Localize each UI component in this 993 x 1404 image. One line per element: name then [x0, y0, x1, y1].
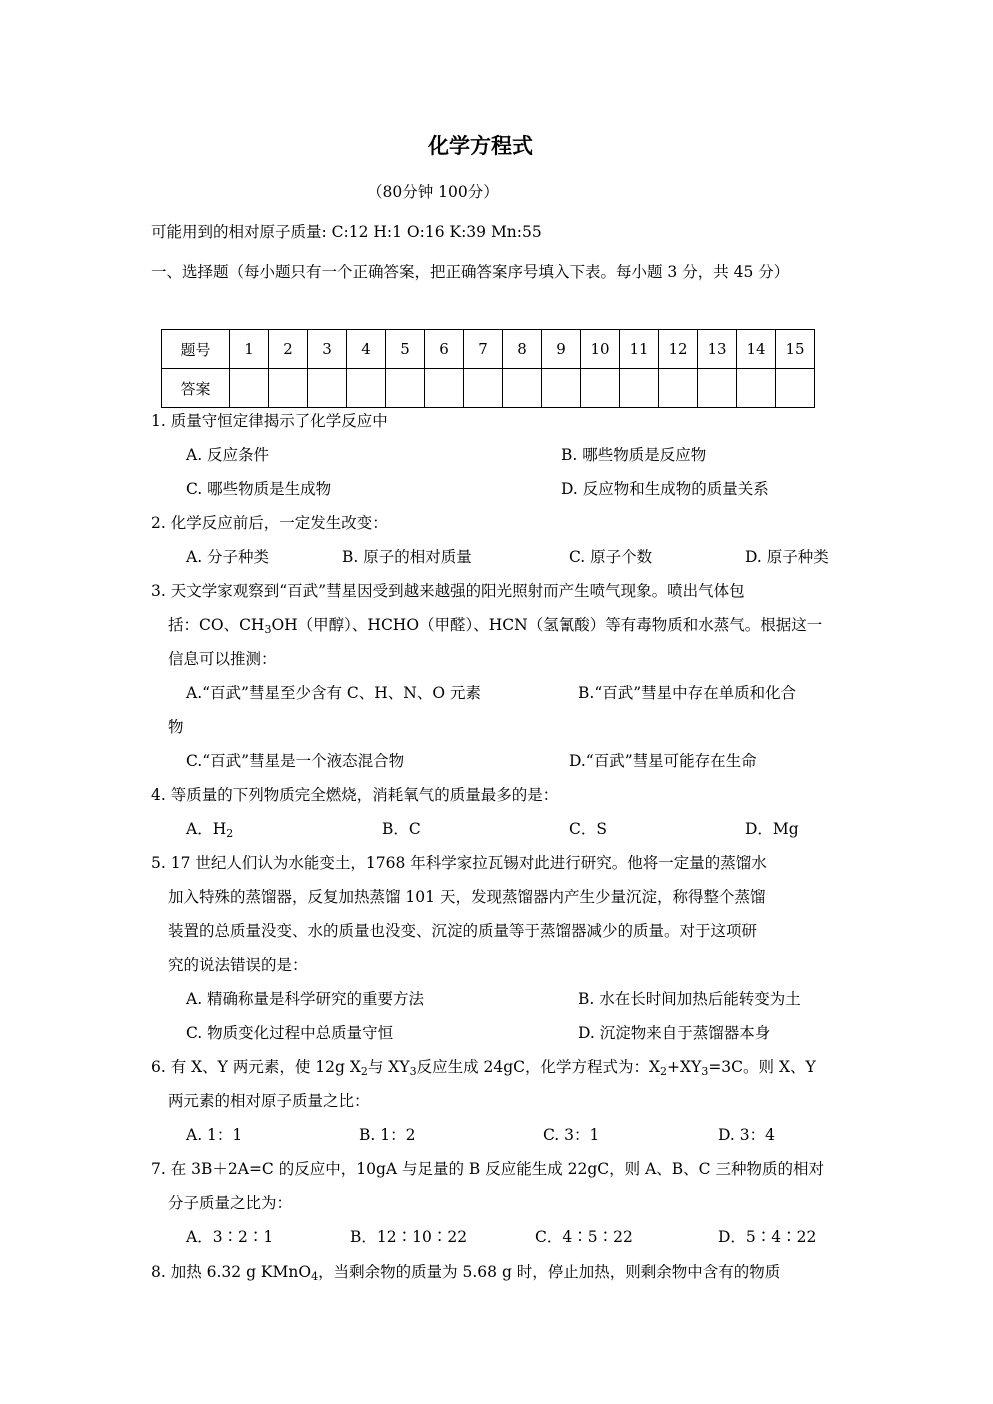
question-2-option-b: B. 原子的相对质量	[342, 548, 472, 566]
question-5-stem-line4: 究的说法错误的是：	[168, 956, 308, 974]
question-4-option-a: A．$H_2$	[186, 820, 234, 840]
question-7-stem-line1: 7. 在 3B＋2A=C 的反应中，10gA 与足量的 B 反应能生成 22gC，则 A、B、C 三种物质的相对	[151, 1160, 824, 1178]
question-4-stem: 4. 等质量的下列物质完全燃烧，消耗氧气的质量最多的是：	[151, 786, 559, 804]
question-5-stem-line1: 5. 17 世纪人们认为水能变土，1768 年科学家拉瓦锡对此进行研究。他将一定量的蒸馏水	[151, 854, 767, 872]
question-7-option-b: B．12∶10∶22	[350, 1228, 468, 1246]
answer-cell[interactable]	[737, 369, 776, 408]
answer-cell[interactable]	[269, 369, 308, 408]
answer-cell[interactable]	[776, 369, 815, 408]
question-3-stem-line1: 3. 天文学家观察到“百武”彗星因受到越来越强的阳光照射而产生喷气现象。喷出气体包	[151, 582, 745, 600]
question-4-option-b: B．C	[382, 820, 421, 838]
question-6-stem-line2: 两元素的相对原子质量之比：	[168, 1092, 370, 1110]
question-3-option-b: B.“百武”彗星中存在单质和化合	[578, 684, 797, 702]
answer-cell[interactable]	[581, 369, 620, 408]
question-2-stem: 2. 化学反应前后，一定发生改变：	[151, 514, 388, 532]
question-1-option-c: C. 哪些物质是生成物	[186, 480, 332, 498]
question-6-option-b: B. 1：2	[359, 1126, 416, 1144]
answer-cell[interactable]	[386, 369, 425, 408]
section1-heading: 一、选择题（每小题只有一个正确答案，把正确答案序号填入下表。每小题 3 分，共 45 分）	[151, 263, 790, 281]
question-number-cell: 3	[308, 330, 347, 369]
question-1-option-a: A. 反应条件	[186, 446, 270, 464]
question-7-option-d: D．5∶4∶22	[718, 1228, 817, 1246]
question-5-option-c: C. 物质变化过程中总质量守恒	[186, 1024, 394, 1042]
question-number-cell: 10	[581, 330, 620, 369]
question-2-option-d: D. 原子种类	[745, 548, 829, 566]
answer-cell[interactable]	[503, 369, 542, 408]
question-number-cell: 1	[230, 330, 269, 369]
question-1-option-d: D. 反应物和生成物的质量关系	[561, 480, 769, 498]
atomic-masses-note: 可能用到的相对原子质量: C:12 H:1 O:16 K:39 Mn:55	[151, 223, 542, 241]
question-number-cell: 4	[347, 330, 386, 369]
question-3-stem-line3: 信息可以推测：	[168, 650, 277, 668]
question-3-stem-line2: 括：CO、$CH_3OH$（甲醇）、HCHO（甲醛）、HCN（氢氰酸）等有毒物质和水蒸气。根据这一	[168, 616, 823, 636]
question-number-cell: 2	[269, 330, 308, 369]
question-7-option-a: A．3∶2∶1	[186, 1228, 274, 1246]
answer-cell[interactable]	[425, 369, 464, 408]
answer-table-header-answer: 答案	[162, 369, 230, 408]
question-4-option-d: D．Mg	[745, 820, 799, 838]
question-5-stem-line3: 装置的总质量没变、水的质量也没变、沉淀的质量等于蒸馏器减少的质量。对于这项研	[168, 922, 758, 940]
question-2-option-c: C. 原子个数	[569, 548, 653, 566]
question-number-cell: 9	[542, 330, 581, 369]
answer-cell[interactable]	[698, 369, 737, 408]
answer-cell[interactable]	[542, 369, 581, 408]
question-3-option-c: C.“百武”彗星是一个液态混合物	[186, 752, 405, 770]
question-number-cell: 13	[698, 330, 737, 369]
exam-duration-score: （80分钟 100分）	[367, 183, 499, 201]
question-3-option-d: D.“百武”彗星可能存在生命	[569, 752, 757, 770]
question-2-option-a: A. 分子种类	[186, 548, 270, 566]
question-5-stem-line2: 加入特殊的蒸馏器，反复加热蒸馏 101 天，发现蒸馏器内产生少量沉淀，称得整个蒸馏	[168, 888, 766, 906]
answer-table-header-number: 题号	[162, 330, 230, 369]
question-6-option-a: A. 1：1	[186, 1126, 243, 1144]
question-number-cell: 12	[659, 330, 698, 369]
answer-table-number-row	[162, 330, 815, 369]
question-1-stem: 1. 质量守恒定律揭示了化学反应中	[151, 412, 388, 430]
question-1-option-b: B. 哪些物质是反应物	[561, 446, 707, 464]
question-number-cell: 8	[503, 330, 542, 369]
question-number-cell: 7	[464, 330, 503, 369]
question-6-option-d: D. 3：4	[718, 1126, 775, 1144]
question-number-cell: 11	[620, 330, 659, 369]
answer-table-answer-row	[162, 369, 815, 408]
question-3-option-a: A.“百武”彗星至少含有 C、H、N、O 元素	[186, 684, 481, 702]
question-3-option-b-continued: 物	[168, 718, 184, 736]
answer-cell[interactable]	[464, 369, 503, 408]
question-8-stem-line1: 8. 加热 6.32 g KMnO$_4$，当剩余物的质量为 5.68 g 时，停止加热，则剩余物中含有的物质	[151, 1263, 781, 1283]
question-number-cell: 15	[776, 330, 815, 369]
answer-cell[interactable]	[620, 369, 659, 408]
question-7-stem-line2: 分子质量之比为：	[168, 1194, 293, 1212]
question-7-option-c: C．4∶5∶22	[535, 1228, 633, 1246]
page-title: 化学方程式	[428, 134, 533, 158]
answer-cell[interactable]	[230, 369, 269, 408]
question-6-stem-line1: 6. 有 X、Y 两元素，使 12g $X_2$与 $XY_3$反应生成 24gC，化学方程式为：$X_2+XY_3=3C$。则 X、Y	[151, 1058, 816, 1078]
question-4-option-c: C．S	[569, 820, 607, 838]
question-number-cell: 5	[386, 330, 425, 369]
answer-cell[interactable]	[347, 369, 386, 408]
answer-cell[interactable]	[308, 369, 347, 408]
question-6-option-c: C. 3：1	[543, 1126, 600, 1144]
question-5-option-a: A. 精确称量是科学研究的重要方法	[186, 990, 425, 1008]
answer-table	[161, 329, 815, 408]
question-5-option-b: B. 水在长时间加热后能转变为土	[578, 990, 801, 1008]
question-number-cell: 6	[425, 330, 464, 369]
question-number-cell: 14	[737, 330, 776, 369]
answer-cell[interactable]	[659, 369, 698, 408]
question-5-option-d: D. 沉淀物来自于蒸馏器本身	[578, 1024, 771, 1042]
